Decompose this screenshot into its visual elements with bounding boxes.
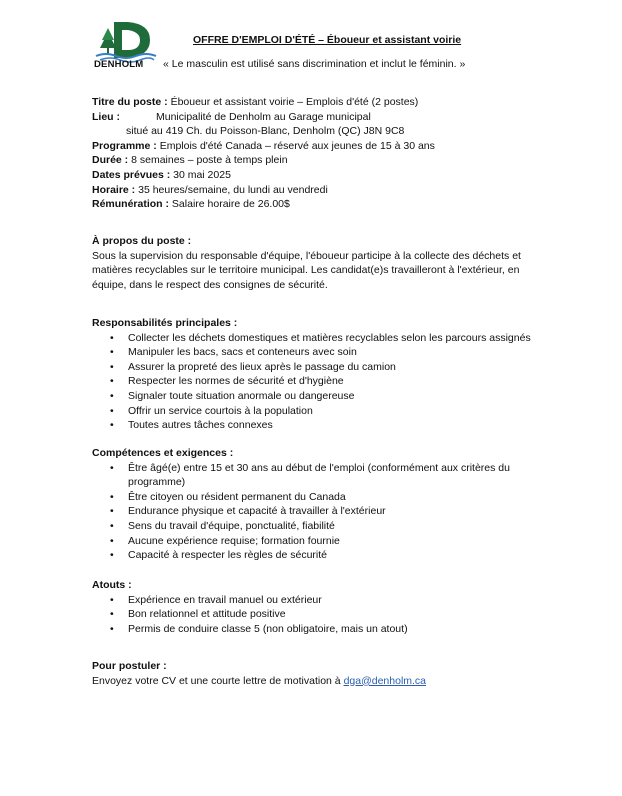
postuler-heading: Pour postuler :: [92, 660, 167, 672]
competences-list: [92, 461, 532, 563]
list-item: • Endurance physique et capacité à travailler à l'extérieur: [92, 504, 532, 519]
competences-heading: Compétences et exigences :: [92, 447, 234, 459]
horaire-value: 35 heures/semaine, du lundi au vendredi: [135, 183, 328, 196]
section-responsabilites: [92, 316, 532, 433]
section-atouts: [92, 578, 532, 636]
list-item: • Expérience en travail manuel ou extérieur: [92, 593, 532, 608]
info-row-duree: [92, 153, 435, 168]
lieu-line1: Municipalité de Denholm au Garage municipal: [156, 110, 371, 123]
list-item: • Toutes autres tâches connexes: [92, 418, 532, 433]
remuneration-value: Salaire horaire de 26.00$: [169, 198, 290, 211]
list-item: • Sens du travail d'équipe, ponctualité, fiabilité: [92, 519, 532, 534]
lieu-label: Lieu :: [92, 110, 120, 123]
duree-value: 8 semaines – poste à temps plein: [128, 154, 288, 167]
titre-label: Titre du poste :: [92, 96, 168, 108]
list-item: • Signaler toute situation anormale ou dangereuse: [92, 389, 532, 404]
section-postuler: [92, 659, 532, 688]
duree-label: Durée :: [92, 154, 129, 167]
responsabilites-heading: Responsabilités principales :: [92, 317, 238, 329]
list-item: • Offrir un service courtois à la population: [92, 404, 532, 419]
section-apropos: [92, 234, 532, 292]
dates-value: 30 mai 2025: [170, 168, 231, 181]
atouts-heading: Atouts :: [92, 579, 132, 591]
list-item: • Être citoyen ou résident permanent du Canada: [92, 490, 532, 505]
list-item: • Permis de conduire classe 5 (non obligatoire, mais un atout): [92, 622, 532, 637]
lieu-line2: situé au 419 Ch. du Poisson-Blanc, Denholm (QC) J8N 9C8: [126, 125, 405, 138]
postuler-text: [92, 674, 532, 689]
list-item: • Bon relationnel et attitude positive: [92, 607, 532, 622]
list-item: • Être âgé(e) entre 15 et 30 ans au début de l'emploi (conformément aux critères du programme): [92, 461, 532, 490]
dates-label: Dates prévues :: [92, 168, 171, 181]
info-row-lieu-address: [92, 124, 435, 139]
responsabilites-list: [92, 331, 532, 433]
programme-label: Programme :: [92, 139, 157, 152]
list-item: • Collecter les déchets domestiques et matières recyclables selon les parcours assignés: [92, 331, 532, 346]
postuler-instructions: Envoyez votre CV et une courte lettre de motivation à: [92, 674, 344, 687]
titre-value: Éboueur et assistant voirie – Emplois d'été (2 postes): [167, 96, 419, 108]
apropos-text: Sous la supervision du responsable d'équipe, l'éboueur participe à la collecte des déchets et matières recyclables sur le territoire municipal. Les candidat(e)s travailleront à l'extérieur, en équipe, dans le respect des consignes de sécurité.: [92, 249, 521, 291]
gender-note: « Le masculin est utilisé sans discrimination et inclut le féminin. »: [163, 58, 466, 70]
info-row-remuneration: [92, 197, 435, 212]
remuneration-label: Rémunération :: [92, 198, 170, 211]
list-item: • Aucune expérience requise; formation fournie: [92, 534, 532, 549]
atouts-list: [92, 593, 532, 637]
programme-value: Emplois d'été Canada – réservé aux jeunes de 15 à 30 ans: [156, 139, 435, 152]
list-item: • Manipuler les bacs, sacs et conteneurs avec soin: [92, 345, 532, 360]
horaire-label: Horaire :: [92, 183, 136, 196]
list-item: • Assurer la propreté des lieux après le passage du camion: [92, 360, 532, 375]
info-row-lieu: [92, 110, 435, 125]
list-item: • Capacité à respecter les règles de sécurité: [92, 548, 532, 563]
section-competences: [92, 446, 532, 563]
info-row-dates: [92, 168, 435, 183]
apropos-heading: À propos du poste :: [92, 235, 192, 247]
list-item: • Respecter les normes de sécurité et d'hygiène: [92, 374, 532, 389]
logo-wordmark: DENHOLM: [94, 59, 144, 70]
info-row-programme: [92, 139, 435, 154]
job-info: [92, 95, 435, 212]
info-row-titre: [92, 95, 435, 110]
page-title: OFFRE D'EMPLOI D'ÉTÉ – Éboueur et assistant voirie: [193, 34, 462, 46]
info-row-horaire: [92, 183, 435, 198]
email-link[interactable]: dga@denholm.ca: [343, 674, 427, 687]
